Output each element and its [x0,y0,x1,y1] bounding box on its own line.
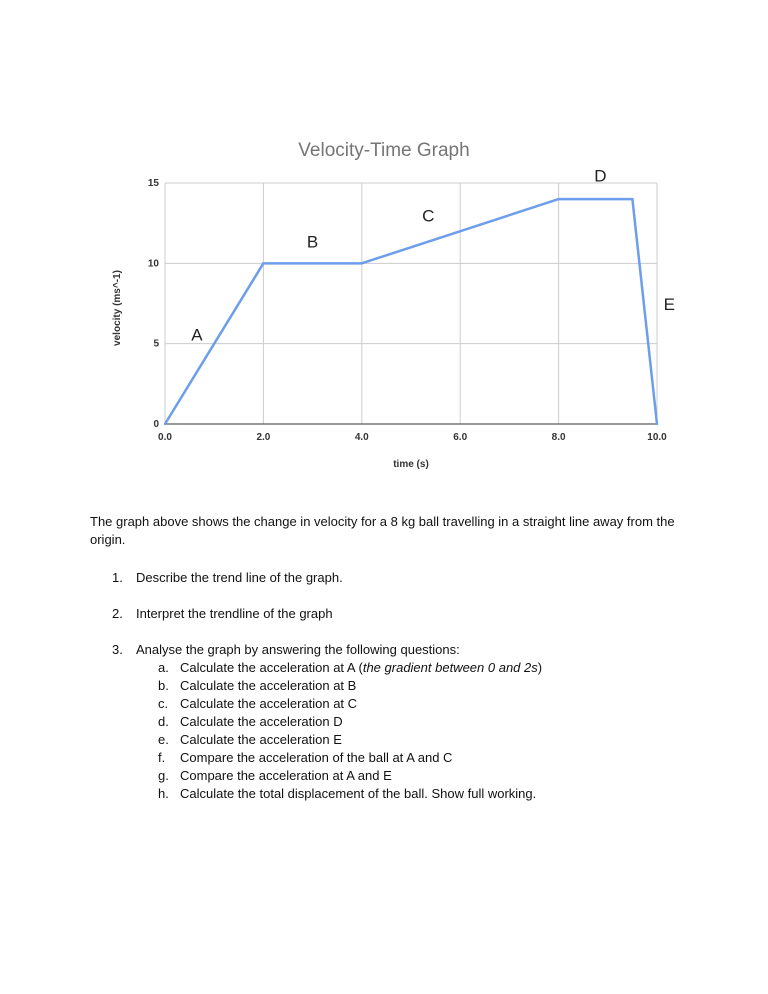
subquestion-item [136,785,730,803]
description-paragraph: The graph above shows the change in velocity for a 8 kg ball travelling in a straight line away from the origin. [90,514,675,547]
question-number: 2. [112,606,123,621]
subquestion-text: Calculate the acceleration at B [180,678,357,693]
segment-label: D [594,166,607,186]
data-point [361,262,363,264]
x-axis-label: time (s) [393,459,429,470]
subquestion-item [136,695,730,713]
question-number: 1. [112,570,123,585]
question-text: Describe the trend line of the graph. [136,570,343,585]
subquestion-item [136,677,730,695]
subquestion-item [136,749,730,767]
question-item [90,605,730,623]
x-tick-label: 8.0 [551,432,566,443]
subquestion-letter: b. [158,678,169,693]
subquestion-letter: f. [158,750,166,765]
question-text: Interpret the trendline of the graph [136,606,333,621]
x-tick-label: 4.0 [354,432,369,443]
subquestion-letter: a. [158,660,169,675]
question-item [90,569,730,587]
segment-label: A [191,325,203,345]
y-tick-label: 10 [147,258,159,270]
subquestion-text: Compare the acceleration of the ball at A and C [180,750,453,765]
x-tick-label: 6.0 [453,432,468,443]
chart-series [164,198,658,425]
x-tick-label: 0.0 [158,432,172,443]
x-axis-ticks [158,432,667,443]
x-tick-label: 10.0 [647,432,667,443]
subquestion-item [136,713,730,731]
data-point [262,262,264,264]
question-list [90,569,730,821]
question-text: Analyse the graph by answering the following questions: [136,642,460,657]
segment-label: C [422,206,435,226]
y-tick-label: 15 [147,178,159,189]
subquestion-list [136,659,730,803]
segment-label: B [306,232,319,252]
data-point [656,423,658,425]
y-axis-label: velocity (ms^-1) [112,270,123,346]
subquestion-text: Calculate the total displacement of the ball. Show full working. [180,786,537,801]
y-tick-label: 0 [153,419,159,430]
data-point [164,423,166,425]
subquestion-letter: e. [158,732,169,747]
subquestion-text: Calculate the acceleration at C [180,696,358,711]
subquestion-text-end: ) [537,660,543,675]
data-point [631,198,633,200]
subquestion-letter: g. [158,768,169,783]
subquestion-text: Calculate the acceleration E [180,732,342,747]
chart-title: Velocity-Time Graph [298,140,470,161]
y-axis-ticks [148,178,160,430]
subquestion-letter: c. [158,696,169,711]
subquestion-text: Calculate the acceleration at A ( [180,660,363,675]
subquestion-item [136,731,730,749]
velocity-line [165,199,657,424]
subquestion-italic-text: the gradient between 0 and 2s [362,660,538,675]
question-item [90,641,730,803]
x-tick-label: 2.0 [256,432,271,443]
subquestion-letter: d. [158,714,169,729]
question-number: 3. [112,642,123,657]
velocity-time-chart [0,0,768,480]
subquestion-text: Compare the acceleration at A and E [180,768,392,783]
y-tick-label: 5 [153,338,159,350]
segment-label: E [663,294,675,314]
subquestion-item [136,659,730,677]
data-point [557,198,559,200]
subquestion-text: Calculate the acceleration D [180,714,343,729]
subquestion-letter: h. [158,786,169,801]
subquestion-item [136,767,730,785]
